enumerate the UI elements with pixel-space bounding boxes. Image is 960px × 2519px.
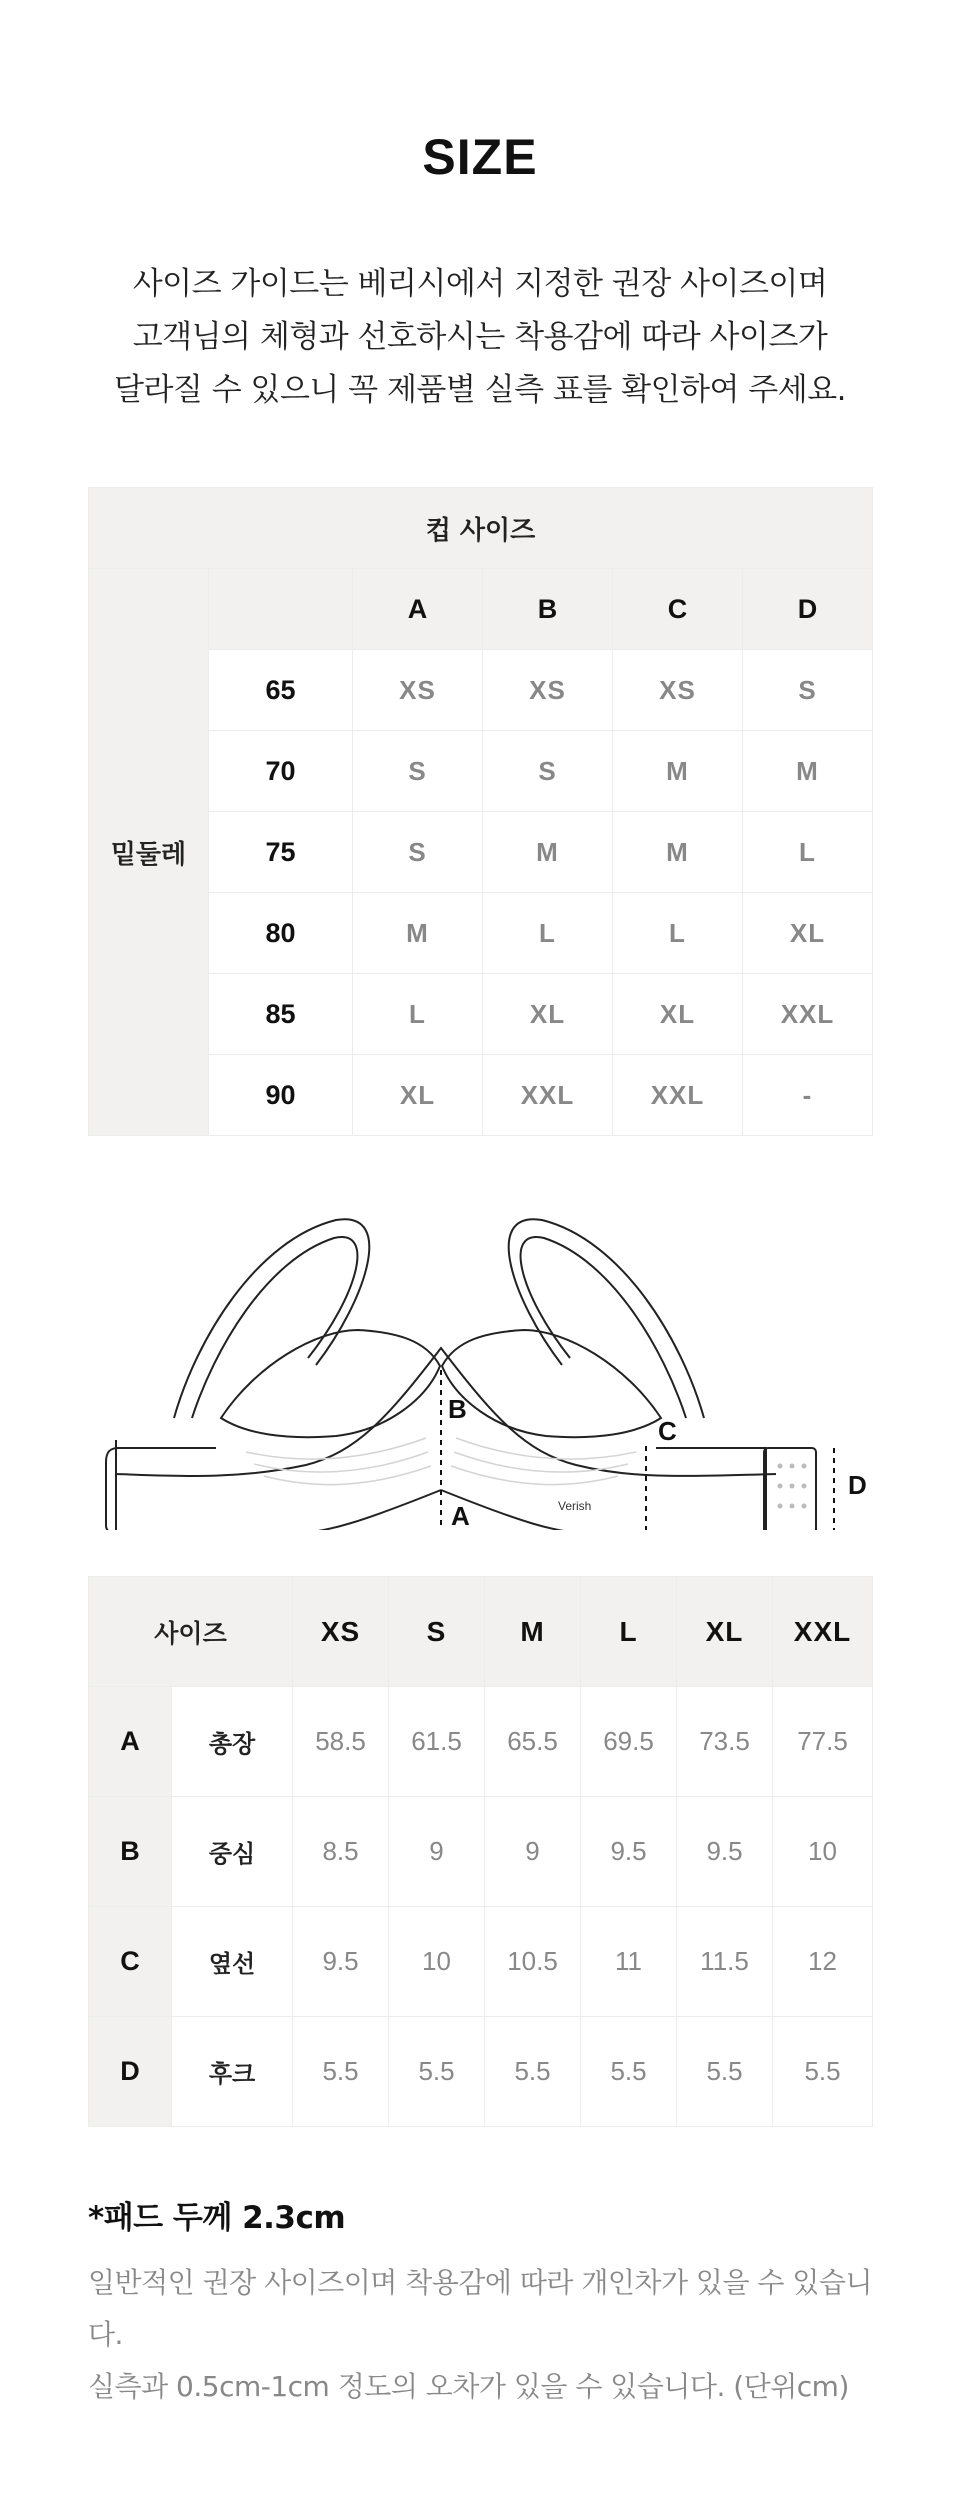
cup-size-table <box>88 487 873 1136</box>
row-name: 중심 <box>172 1797 293 1907</box>
size-cell: M <box>613 731 743 812</box>
measure-value: 9 <box>485 1797 581 1907</box>
measure-value: 9 <box>389 1797 485 1907</box>
measure-value: 5.5 <box>389 2017 485 2127</box>
table-row <box>89 1687 873 1797</box>
intro-line: 달라질 수 있으니 꼭 제품별 실측 표를 확인하여 주세요. <box>114 372 846 408</box>
row-name: 총장 <box>172 1687 293 1797</box>
band-label: 밑둘레 <box>89 569 209 1136</box>
measure-value: 10 <box>389 1907 485 2017</box>
size-cell: L <box>353 974 483 1055</box>
measure-value: 77.5 <box>773 1687 873 1797</box>
cup-size-title: 컵 사이즈 <box>89 488 873 569</box>
measure-value: 9.5 <box>677 1797 773 1907</box>
size-cell: XS <box>353 650 483 731</box>
measure-value: 10 <box>773 1797 873 1907</box>
measure-value: 73.5 <box>677 1687 773 1797</box>
bra-measurement-diagram <box>96 1190 886 1530</box>
size-header: M <box>485 1577 581 1687</box>
band-value: 65 <box>209 650 353 731</box>
size-cell: XS <box>613 650 743 731</box>
size-cell: M <box>743 731 873 812</box>
size-cell: S <box>743 650 873 731</box>
size-cell: L <box>483 893 613 974</box>
row-letter: A <box>89 1687 172 1797</box>
row-name: 옆선 <box>172 1907 293 2017</box>
note-line: 일반적인 권장 사이즈이며 착용감에 따라 개인차가 있을 수 있습니다. <box>88 2266 873 2351</box>
cup-header-b: B <box>483 569 613 650</box>
measure-value: 5.5 <box>677 2017 773 2127</box>
measure-value: 10.5 <box>485 1907 581 2017</box>
size-cell: XS <box>483 650 613 731</box>
measure-value: 5.5 <box>293 2017 389 2127</box>
right-cup <box>442 1330 661 1437</box>
measure-value: 5.5 <box>773 2017 873 2127</box>
size-cell: XXL <box>743 974 873 1055</box>
intro-line: 고객님의 체형과 선호하시는 착용감에 따라 사이즈가 <box>132 319 828 355</box>
hook-tab <box>764 1448 816 1530</box>
size-cell: S <box>483 731 613 812</box>
size-header: XXL <box>773 1577 873 1687</box>
measure-value: 11 <box>581 1907 677 2017</box>
size-header: XS <box>293 1577 389 1687</box>
measure-value: 5.5 <box>581 2017 677 2127</box>
label-a: A <box>451 1501 470 1530</box>
row-name: 후크 <box>172 2017 293 2127</box>
size-cell: XL <box>483 974 613 1055</box>
band-value: 90 <box>209 1055 353 1136</box>
table-row <box>89 1907 873 2017</box>
band-value: 70 <box>209 731 353 812</box>
size-cell: - <box>743 1055 873 1136</box>
size-cell: XL <box>353 1055 483 1136</box>
measure-value: 12 <box>773 1907 873 2017</box>
size-cell: S <box>353 731 483 812</box>
label-b: B <box>448 1394 467 1424</box>
notes-section <box>88 2192 888 2413</box>
table-row <box>89 2017 873 2127</box>
size-cell: S <box>353 812 483 893</box>
pad-thickness-note: *패드 두께 2.3cm <box>88 2200 346 2236</box>
size-cell: L <box>613 893 743 974</box>
measure-value: 69.5 <box>581 1687 677 1797</box>
size-header-label: 사이즈 <box>89 1577 293 1687</box>
size-cell: M <box>613 812 743 893</box>
label-d: D <box>848 1470 867 1500</box>
size-cell: XL <box>613 974 743 1055</box>
size-header: XL <box>677 1577 773 1687</box>
table-row <box>89 1797 873 1907</box>
measure-value: 5.5 <box>485 2017 581 2127</box>
cup-header-d: D <box>743 569 873 650</box>
size-cell: XL <box>743 893 873 974</box>
measurement-table <box>88 1576 873 2127</box>
label-c: C <box>658 1416 677 1446</box>
band-value: 85 <box>209 974 353 1055</box>
cup-header-a: A <box>353 569 483 650</box>
size-cell: XXL <box>483 1055 613 1136</box>
row-letter: D <box>89 2017 172 2127</box>
size-header: S <box>389 1577 485 1687</box>
measure-value: 9.5 <box>581 1797 677 1907</box>
brand-label: Verish <box>558 1499 592 1513</box>
note-line: 실측과 0.5cm-1cm 정도의 오차가 있을 수 있습니다. (단위cm) <box>88 2370 849 2403</box>
measure-value: 58.5 <box>293 1687 389 1797</box>
row-letter: C <box>89 1907 172 2017</box>
band-value: 75 <box>209 812 353 893</box>
size-cell: M <box>353 893 483 974</box>
measure-value: 11.5 <box>677 1907 773 2017</box>
band-outline <box>116 1348 776 1476</box>
intro-line: 사이즈 가이드는 베리시에서 지정한 권장 사이즈이며 <box>132 266 828 302</box>
page-title: SIZE <box>422 129 538 185</box>
measure-value: 61.5 <box>389 1687 485 1797</box>
measure-value: 9.5 <box>293 1907 389 2017</box>
cup-header-c: C <box>613 569 743 650</box>
size-header: L <box>581 1577 677 1687</box>
size-cell: XXL <box>613 1055 743 1136</box>
blank-header <box>209 569 353 650</box>
size-cell: M <box>483 812 613 893</box>
measure-value: 8.5 <box>293 1797 389 1907</box>
size-cell: L <box>743 812 873 893</box>
band-value: 80 <box>209 893 353 974</box>
row-letter: B <box>89 1797 172 1907</box>
size-guide-intro <box>0 258 960 417</box>
measure-value: 65.5 <box>485 1687 581 1797</box>
